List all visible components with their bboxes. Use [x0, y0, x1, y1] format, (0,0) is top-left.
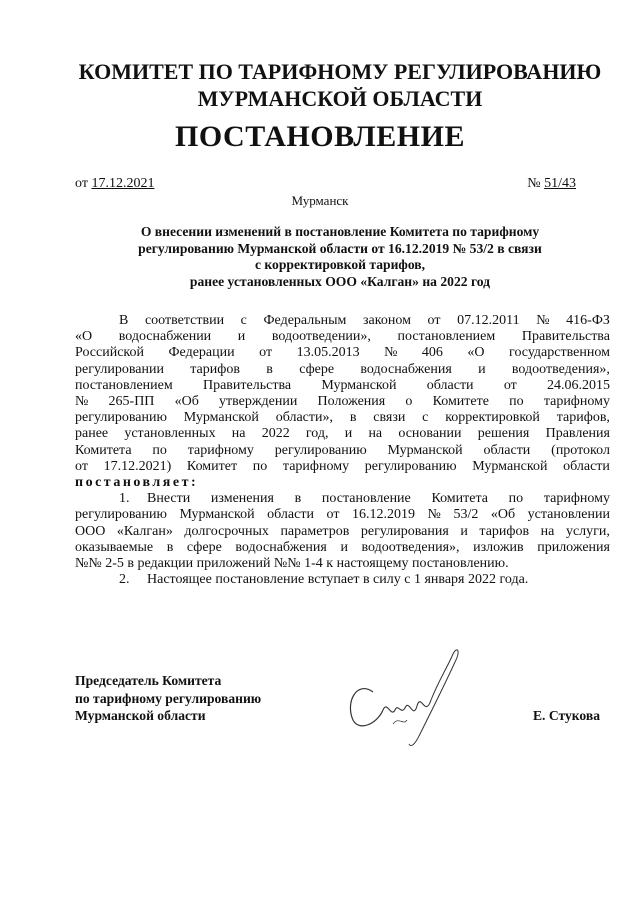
text-line	[75, 329, 610, 345]
subject-line: ранее установленных ООО «Калган» на 2022 год	[189, 273, 491, 289]
word: области	[563, 458, 610, 474]
word: «Об	[174, 394, 199, 410]
text-line	[75, 459, 610, 475]
word: тарифов,	[556, 410, 610, 426]
word: водоотведения»,	[511, 361, 610, 377]
word: решения	[477, 426, 530, 442]
word: от	[427, 313, 441, 328]
text-line	[75, 507, 610, 523]
item-number-group	[119, 491, 190, 507]
word: тарифному	[187, 442, 254, 458]
word: области	[426, 377, 474, 393]
word: Внести	[147, 491, 191, 507]
word: Правительства	[521, 329, 610, 345]
preamble-paragraph	[75, 313, 610, 475]
text-line	[75, 313, 610, 329]
resolves-word: постановляет:	[75, 475, 199, 491]
word: постановлением	[75, 377, 173, 393]
word: и	[237, 329, 246, 345]
word: водоснабжении	[118, 329, 212, 345]
text-line	[75, 345, 610, 361]
word: регулированию	[274, 442, 367, 458]
word: сфере	[186, 539, 222, 555]
word: в	[166, 539, 174, 555]
word: долгосрочных	[184, 523, 269, 539]
word: регулирования	[360, 523, 449, 539]
document-body	[75, 313, 610, 588]
item-1	[75, 491, 610, 556]
word: №	[75, 394, 89, 410]
word: и	[340, 539, 348, 555]
document-type: ПОСТАНОВЛЕНИЕ	[175, 120, 465, 153]
word: Комитета	[431, 491, 488, 507]
word: Мурманской	[472, 458, 548, 474]
word: №	[427, 507, 441, 523]
item-2-number: 2.	[119, 572, 130, 588]
word: оказываемые	[75, 539, 154, 555]
subject-line: с корректировкой тарифов,	[254, 257, 426, 272]
text-line	[75, 443, 610, 459]
date-prefix: от	[75, 176, 88, 191]
word: по	[252, 458, 268, 474]
word: от	[259, 345, 273, 361]
word: по	[508, 491, 524, 507]
word: В	[119, 313, 129, 328]
committee-title-line: КОМИТЕТ ПО ТАРИФНОМУ РЕГУЛИРОВАНИЮ	[78, 59, 602, 84]
word: параметров	[280, 523, 350, 539]
word: 2022	[261, 426, 290, 442]
word: и	[344, 426, 353, 442]
word: по	[509, 394, 524, 410]
word: услуги,	[565, 523, 610, 539]
committee-title	[40, 58, 640, 112]
word: водоснабжения	[235, 539, 327, 555]
word: ООО	[75, 523, 106, 539]
subject-line: регулированию Мурманской области от 16.12.2019 № 53/2 в связи	[138, 240, 542, 256]
word: тарифов	[479, 523, 530, 539]
number-prefix: №	[527, 176, 541, 191]
word: 265-ПП	[108, 394, 155, 410]
word: Федеральным	[263, 313, 347, 328]
word: изложив	[473, 539, 524, 555]
word: области	[267, 507, 314, 523]
item-1-last-line: №№ 2-5 в редакции приложений №№ 1-4 к настоящему постановлению.	[75, 556, 509, 572]
word: по	[152, 442, 167, 458]
text-line	[75, 410, 610, 426]
word: Мурманской	[179, 507, 255, 523]
date-value: 17.12.2021	[91, 176, 155, 191]
handwritten-signature	[335, 640, 475, 750]
word: в	[266, 361, 273, 377]
word: о	[405, 394, 413, 410]
word: 416-ФЗ	[566, 313, 610, 328]
word: год,	[305, 426, 329, 442]
item-2	[75, 572, 610, 588]
word: с	[422, 410, 429, 426]
text-line	[75, 394, 610, 410]
number-value: 51/43	[544, 176, 576, 191]
word: постановление	[321, 491, 411, 507]
word: Комитет	[186, 458, 238, 474]
text-line	[75, 491, 610, 507]
word: и	[460, 523, 468, 539]
word: водоотведения»,	[361, 539, 460, 555]
signatory-position	[75, 672, 261, 725]
word: и	[478, 361, 486, 377]
signer-name: Е. Стукова	[532, 708, 600, 723]
word: «О	[467, 345, 485, 361]
word: государственном	[509, 345, 610, 361]
word: 16.12.2019	[352, 507, 415, 523]
item-2-text: Настоящее постановление вступает в силу с 1 января 2022 года.	[147, 572, 529, 588]
word: 406	[421, 345, 443, 361]
word: Российской	[75, 345, 144, 361]
word: приложения	[537, 539, 610, 555]
committee-title-line: МУРМАНСКОЙ ОБЛАСТИ	[197, 86, 483, 111]
word: №	[384, 345, 398, 361]
word: изменения	[210, 491, 274, 507]
word: тарифов	[190, 361, 240, 377]
word: утверждении	[219, 394, 298, 410]
word: ранее	[75, 426, 109, 442]
word: регулировании	[75, 361, 164, 377]
word: основании	[398, 426, 462, 442]
word: на	[540, 523, 555, 539]
word: на	[368, 426, 383, 442]
word: Комитете	[432, 394, 489, 410]
word: Мурманской	[183, 410, 259, 426]
word: Положения	[317, 394, 386, 410]
signatory-position-line: по тарифному регулированию	[75, 690, 262, 706]
word: «Об	[490, 507, 516, 523]
text-line	[75, 378, 610, 394]
word: установленных	[124, 426, 216, 442]
word: с	[240, 313, 247, 328]
word: корректировкой	[445, 410, 540, 426]
word: области»,	[275, 410, 333, 426]
word: Мурманской	[321, 377, 397, 393]
word: Правления	[545, 426, 610, 442]
word: от	[326, 507, 340, 523]
text-line	[75, 540, 610, 556]
word: в	[349, 410, 357, 426]
text-line	[75, 524, 610, 540]
document-number	[527, 176, 576, 192]
subject-line: О внесении изменений в постановление Комитета по тарифному	[140, 224, 540, 239]
word: регулированию	[75, 410, 167, 426]
word: связи	[373, 410, 406, 426]
word: 17.12.2021)	[103, 458, 172, 474]
document-subject	[90, 224, 590, 290]
word: Правительства	[202, 377, 292, 393]
word: водоснабжения	[360, 361, 452, 377]
word: установлении	[527, 507, 610, 523]
word: в	[294, 491, 302, 507]
word: регулированию	[75, 507, 167, 523]
word: №	[536, 313, 550, 328]
word: на	[231, 426, 246, 442]
word: области	[483, 442, 531, 458]
text-line	[75, 362, 610, 378]
word: Мурманской	[387, 442, 463, 458]
word: (протокол	[551, 442, 610, 458]
word: сфере	[299, 361, 335, 377]
word: 13.05.2013	[296, 345, 360, 361]
word: 53/2	[453, 507, 479, 523]
word: тарифному	[543, 394, 610, 410]
signatory-position-line: Мурманской области	[75, 708, 206, 723]
word: законом	[363, 313, 411, 328]
word: «О	[75, 329, 93, 345]
item-number: 1.	[119, 491, 130, 507]
word: от	[75, 458, 88, 474]
word: регулированию	[364, 458, 457, 474]
text-line	[75, 426, 610, 442]
word: 07.12.2011	[457, 313, 520, 328]
word: 24.06.2015	[547, 377, 610, 393]
document-date	[75, 176, 154, 192]
word: Федерации	[168, 345, 235, 361]
word: водоотведении»,	[271, 329, 371, 345]
word: от	[503, 377, 517, 393]
signatory-position-line: Председатель Комитета	[75, 673, 222, 688]
word: тарифному	[543, 491, 610, 507]
city: Мурманск	[291, 193, 349, 208]
word: тарифному	[282, 458, 350, 474]
word: «Калган»	[116, 523, 173, 539]
word: соответствии	[144, 313, 225, 328]
word: постановлением	[397, 329, 496, 345]
word: Комитета	[75, 442, 132, 458]
